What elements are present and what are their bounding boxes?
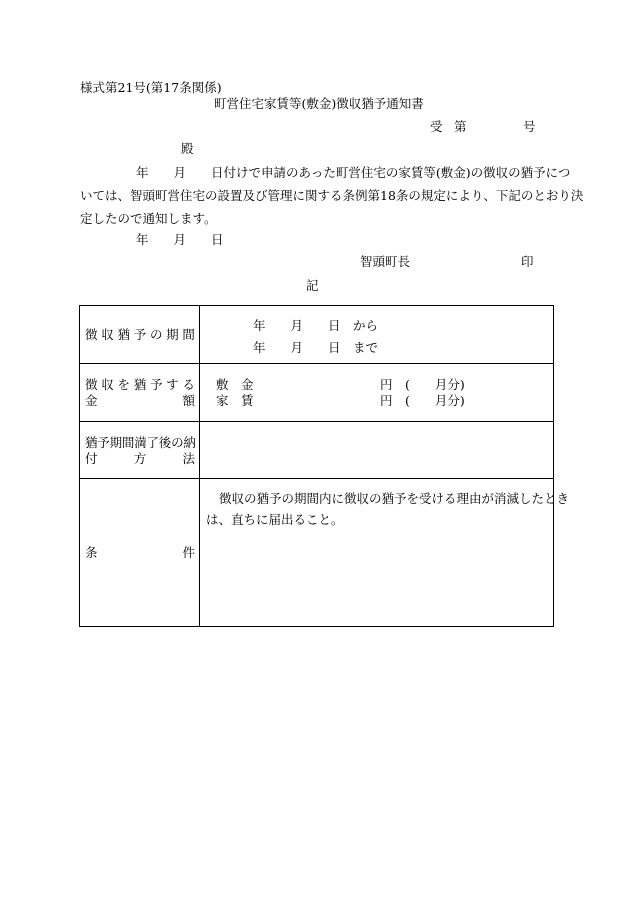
row-divider	[80, 478, 553, 479]
body-line-1: 年 月 日付けで申請のあった町営住宅の家賃等(敷金)の徴収の猶予につ	[136, 165, 571, 180]
receipt-label: 受	[430, 119, 443, 134]
issue-date: 年 月 日	[136, 232, 224, 247]
form-number: 様式第21号(第17条関係)	[80, 80, 222, 95]
row-divider	[80, 363, 553, 364]
amount-label-line-2: 金 額	[85, 393, 195, 408]
period-from: 年 月 日 から	[253, 318, 379, 333]
row-divider	[80, 421, 553, 422]
notice-body	[80, 161, 584, 230]
body-line-2: いては、智頭町営住宅の設置及び管理に関する条例第18条の規定により、下記のとおり決	[80, 188, 584, 203]
condition-label: 条 件	[85, 545, 195, 560]
document-title: 町営住宅家賃等(敷金)徴収猶予通知書	[214, 96, 424, 111]
addressee-suffix: 殿	[181, 141, 194, 156]
method-label-line-1: 猶予期間満了後の納	[85, 435, 196, 450]
ki-heading: 記	[306, 278, 319, 293]
method-label-line-2: 付 方 法	[85, 451, 195, 466]
receipt-go: 号	[523, 119, 536, 134]
condition-text: 徴収の猶予の期間内に徴収の猶予を受ける理由が消滅したとき は、直ちに届出ること。	[206, 491, 570, 527]
amount-label-line-1: 徴 収 を 猶 予 す る	[85, 377, 195, 392]
rent-item: 家 賃	[216, 393, 254, 408]
issuer: 智頭町長	[360, 254, 411, 269]
receipt-dai: 第	[454, 119, 467, 134]
details-table	[79, 305, 570, 627]
column-divider	[199, 306, 200, 626]
deposit-yen-months: 円 ( 月分)	[380, 377, 465, 392]
deposit-item: 敷 金	[216, 377, 254, 392]
body-line-3: 定したので通知します。	[80, 211, 217, 226]
period-to: 年 月 日 まで	[253, 340, 379, 355]
period-label: 徴 収 猶 予 の 期 間	[85, 327, 195, 342]
rent-yen-months: 円 ( 月分)	[380, 393, 465, 408]
seal-mark: 印	[521, 254, 534, 269]
